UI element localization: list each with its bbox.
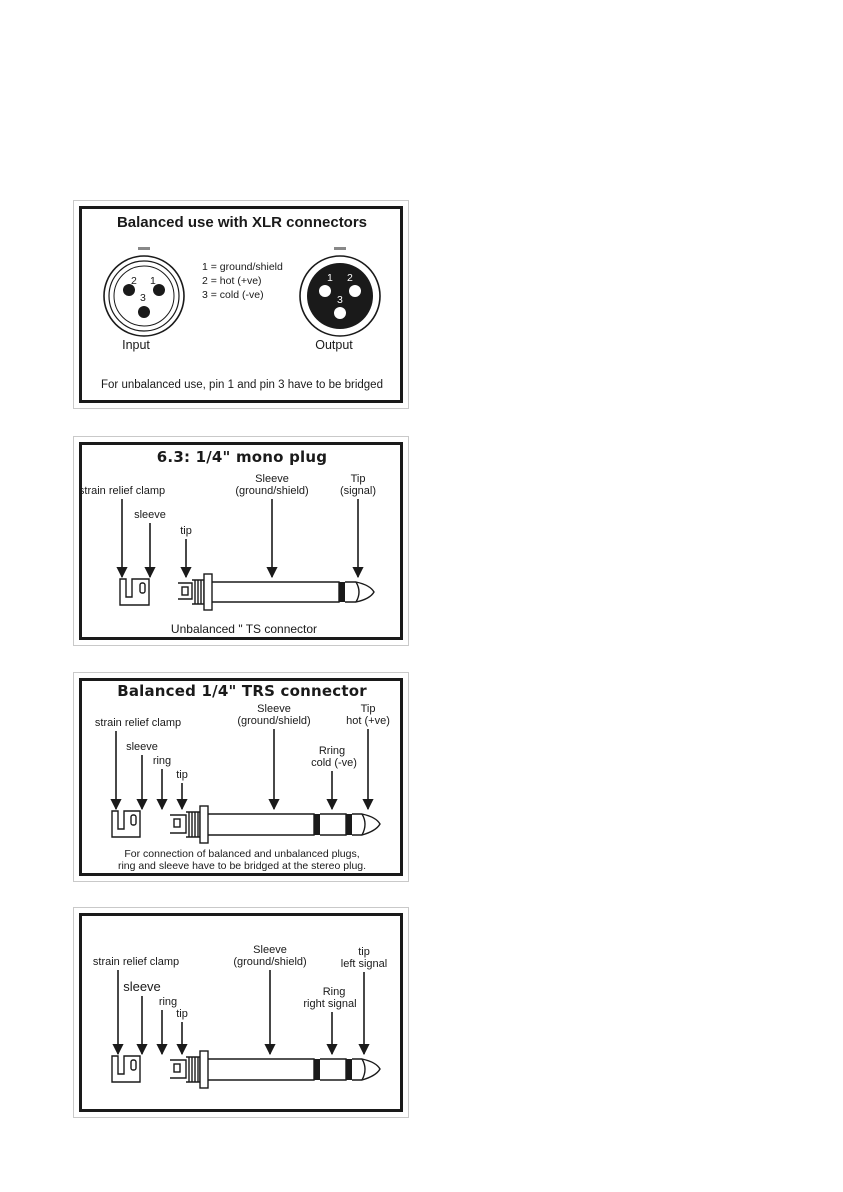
stereo-panel xyxy=(73,907,409,1118)
xlr-input-pin-3 xyxy=(138,306,150,318)
ts-drawing xyxy=(74,437,410,647)
trs-sleeve-label: sleeve xyxy=(126,741,158,753)
xlr-legend-1: 1 = ground/shield xyxy=(202,261,283,273)
trs-note-1: For connection of balanced and unbalanced plugs, xyxy=(124,848,360,860)
trs-tip-main-1: Tip xyxy=(360,703,376,715)
ts-strain-label: strain relief clamp xyxy=(78,485,166,497)
xlr-input-label: Input xyxy=(122,338,150,352)
trs-strain-label: strain relief clamp xyxy=(94,717,182,729)
stereo-plug xyxy=(112,1051,380,1088)
stereo-sleeve-main-1: Sleeve xyxy=(253,944,287,956)
stereo-ring-main-2: right signal xyxy=(303,998,357,1010)
xlr-output-pin-1-label: 1 xyxy=(327,272,333,284)
stereo-drawing xyxy=(74,908,410,1119)
stereo-tip-label: tip xyxy=(176,1008,188,1020)
trs-ring-main-2: cold (-ve) xyxy=(311,757,357,769)
stereo-ring-main-1: Ring xyxy=(322,986,346,998)
xlr-output-connector xyxy=(300,247,380,336)
ts-title: 6.3: 1/4" mono plug xyxy=(156,448,328,466)
xlr-legend-2: 2 = hot (+ve) xyxy=(202,275,262,287)
xlr-output-label: Output xyxy=(315,338,353,352)
xlr-panel xyxy=(73,200,409,409)
xlr-output-pin-3 xyxy=(334,307,346,319)
ts-tip-label: tip xyxy=(180,525,192,537)
ts-panel xyxy=(73,436,409,646)
trs-tip-main-2: hot (+ve) xyxy=(346,715,390,727)
ts-sleeve-label: sleeve xyxy=(134,509,166,521)
xlr-input-pin-3-label: 3 xyxy=(140,292,146,304)
xlr-output-pin-2-label: 2 xyxy=(347,272,353,284)
stereo-ring-label: ring xyxy=(158,996,178,1008)
trs-tip-label: tip xyxy=(176,769,188,781)
xlr-output-pin-3-label: 3 xyxy=(337,294,343,306)
stereo-tip-main-2: left signal xyxy=(340,958,388,970)
xlr-legend-3: 3 = cold (-ve) xyxy=(202,289,264,301)
trs-plug xyxy=(112,806,380,843)
xlr-input-pin-1-label: 1 xyxy=(150,275,156,287)
stereo-strain-label: strain relief clamp xyxy=(92,956,180,968)
trs-sleeve-main-2: (ground/shield) xyxy=(237,715,311,727)
trs-ring-main-1: Rring xyxy=(318,745,346,757)
ts-tip-main-1: Tip xyxy=(350,473,366,485)
ts-plug xyxy=(120,574,374,610)
stereo-sleeve-main-2: (ground/shield) xyxy=(233,956,307,968)
xlr-note: For unbalanced use, pin 1 and pin 3 have to be bridged xyxy=(101,379,383,391)
trs-title: Balanced 1/4" TRS connector xyxy=(117,682,367,700)
xlr-output-pin-2 xyxy=(349,285,361,297)
xlr-output-pin-1 xyxy=(319,285,331,297)
trs-panel xyxy=(73,672,409,882)
stereo-sleeve-label: sleeve xyxy=(123,979,161,994)
ts-tip-main-2: (signal) xyxy=(339,485,377,497)
stereo-tip-main-1: tip xyxy=(358,946,370,958)
ts-sleeve-main-2: (ground/shield) xyxy=(235,485,309,497)
xlr-input-pin-2-label: 2 xyxy=(131,275,137,287)
xlr-title: Balanced use with XLR connectors xyxy=(116,214,368,231)
trs-sleeve-main-1: Sleeve xyxy=(257,703,291,715)
trs-ring-label: ring xyxy=(152,755,172,767)
ts-sleeve-main-1: Sleeve xyxy=(255,473,289,485)
ts-caption: Unbalanced " TS connector xyxy=(170,622,318,636)
trs-note-2: ring and sleeve have to be bridged at the stereo plug. xyxy=(117,860,367,872)
